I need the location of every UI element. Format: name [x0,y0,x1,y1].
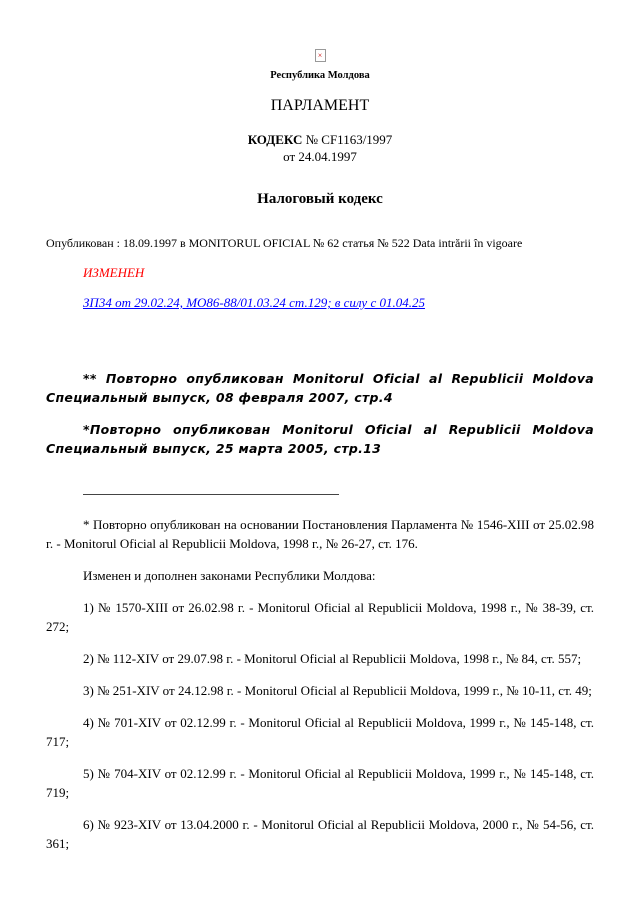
republic-label: Республика Молдова [270,70,370,81]
amendment-item: 2) № 112-XIV от 29.07.98 г. - Monitorul Oficial al Republicii Moldova, 1998 г., № 84, ст. 557; [83,651,582,666]
amendment-item: 1) № 1570-XIII от 26.02.98 г. - Monitorul Oficial al Republicii Moldova, 1998 г., № 38-39, ст. 272; [46,600,594,634]
published-info: Опубликован : 18.09.1997 в MONITORUL OFICIAL № 62 статья № 522 Data intrării în vigoare [46,236,523,250]
footnote: * Повторно опубликован на основании Постановления Парламента № 1546-XIII от 25.02.98 г. - Monitorul Oficial al Republicii Moldova, 1998 г., № 26-27, ст. 176. [46,517,594,551]
amendment-item: 6) № 923-XIV от 13.04.2000 г. - Monitorul Oficial al Republicii Moldova, 2000 г., № 54-56, ст. 361; [46,817,594,851]
republication-note: ** Повторно опубликован Monitorul Oficial al Republicii Moldova Специальный выпуск, 08 февраля 2007, стр.4 [46,371,594,405]
code-number: № CF1163/1997 [305,132,393,147]
amendment-item: 5) № 704-XIV от 02.12.99 г. - Monitorul Oficial al Republicii Moldova, 1999 г., № 145-148, ст. 719; [46,766,594,800]
changed-label: ИЗМЕНЕН [83,265,145,280]
broken-image-icon: × [315,49,326,62]
republication-note: *Повторно опубликован Monitorul Oficial al Republicii Moldova Специальный выпуск, 25 марта 2005, стр.13 [46,422,594,456]
code-info [46,131,594,165]
parliament-heading: ПАРЛАМЕНТ [270,97,370,114]
amended-intro: Изменен и дополнен законами Республики Молдова: [83,568,376,583]
divider [83,494,339,495]
code-label: КОДЕКС [247,132,303,147]
amendment-item: 3) № 251-XIV от 24.12.98 г. - Monitorul Oficial al Republicii Moldova, 1999 г., № 10-11, ст. 49; [83,683,592,698]
page-title: Налоговый кодекс [257,191,383,207]
amendment-item: 4) № 701-XIV от 02.12.99 г. - Monitorul Oficial al Republicii Moldova, 1999 г., № 145-148, ст. 717; [46,715,594,749]
code-date: от 24.04.1997 [283,149,357,164]
change-link[interactable]: ЗП34 от 29.02.24, MO86-88/01.03.24 ст.129; в силу с 01.04.25 [83,295,425,310]
